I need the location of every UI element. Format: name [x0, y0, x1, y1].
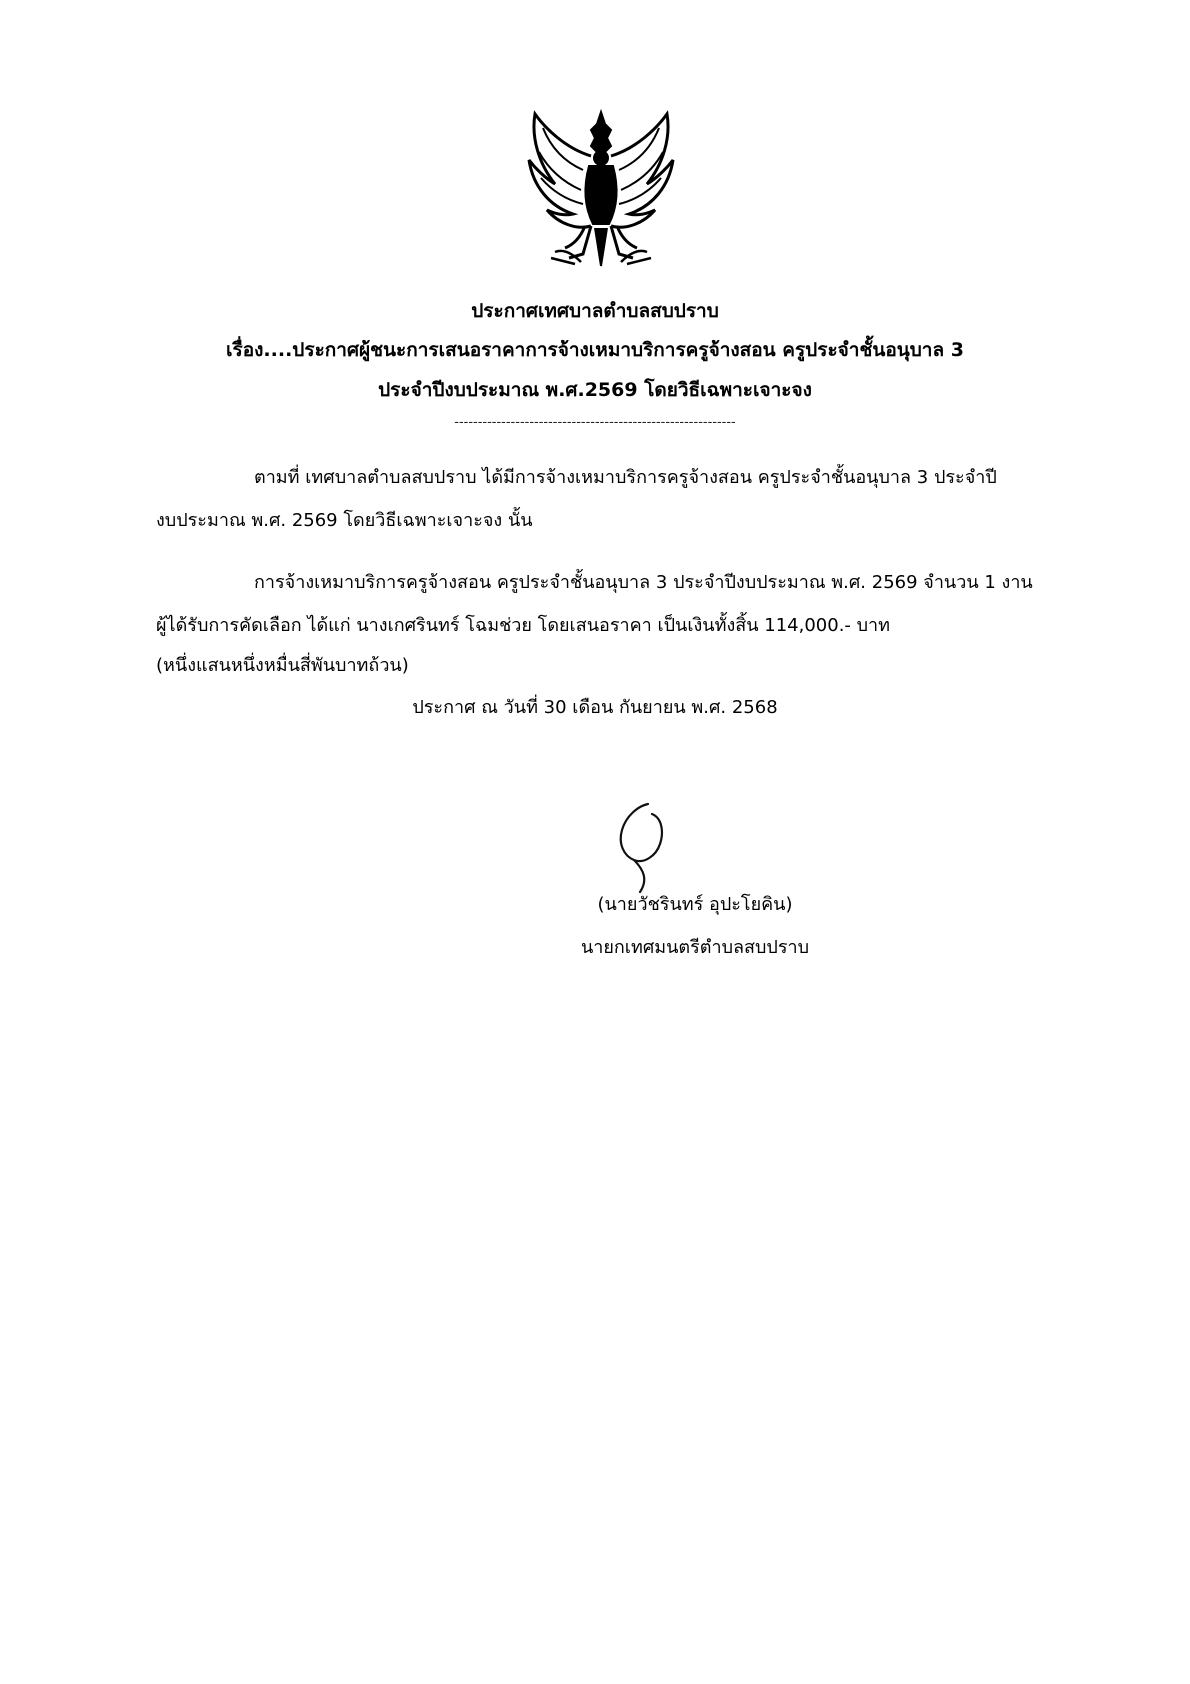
paragraph-2-line-1: การจ้างเหมาบริการครูจ้างสอน ครูประจำชั้นอนุบาล 3 ประจำปีงบประมาณ พ.ศ. 2569 จำนวน 1 งาน [254, 572, 1033, 593]
signatory-position: นายกเทศมนตรีตำบลสบปราบ [580, 937, 810, 958]
subject-line-2: ประจำปีงบประมาณ พ.ศ.2569 โดยวิธีเฉพาะเจาะจง [378, 379, 812, 401]
paragraph-2-line-3: (หนึ่งแสนหนึ่งหมื่นสี่พันบาทถ้วน) [156, 655, 409, 676]
handwritten-signature [608, 800, 680, 896]
document-title: ประกาศเทศบาลตำบลสบปราบ [471, 300, 719, 322]
paragraph-1-line-2: งบประมาณ พ.ศ. 2569 โดยวิธีเฉพาะเจาะจง นั้น [156, 510, 533, 531]
paragraph-1-line-1: ตามที่ เทศบาลตำบลสบปราบ ได้มีการจ้างเหมาบริการครูจ้างสอน ครูประจำชั้นอนุบาล 3 ประจำปี [254, 467, 997, 488]
header-divider: ------------------------------------------------------------ [454, 415, 736, 430]
garuda-emblem-icon [525, 108, 677, 270]
subject-line-1: เรื่อง....ประกาศผู้ชนะการเสนอราคาการจ้างเหมาบริการครูจ้างสอน ครูประจำชั้นอนุบาล 3 [226, 339, 964, 361]
signatory-name: (นายวัชรินทร์ อุปะโยคิน) [597, 894, 793, 915]
paragraph-2-line-2: ผู้ได้รับการคัดเลือก ได้แก่ นางเกศรินทร์ โฉมช่วย โดยเสนอราคา เป็นเงินทั้งสิ้น 114,000.- บาท [156, 615, 891, 636]
announcement-date: ประกาศ ณ วันที่ 30 เดือน กันยายน พ.ศ. 2568 [412, 697, 778, 718]
